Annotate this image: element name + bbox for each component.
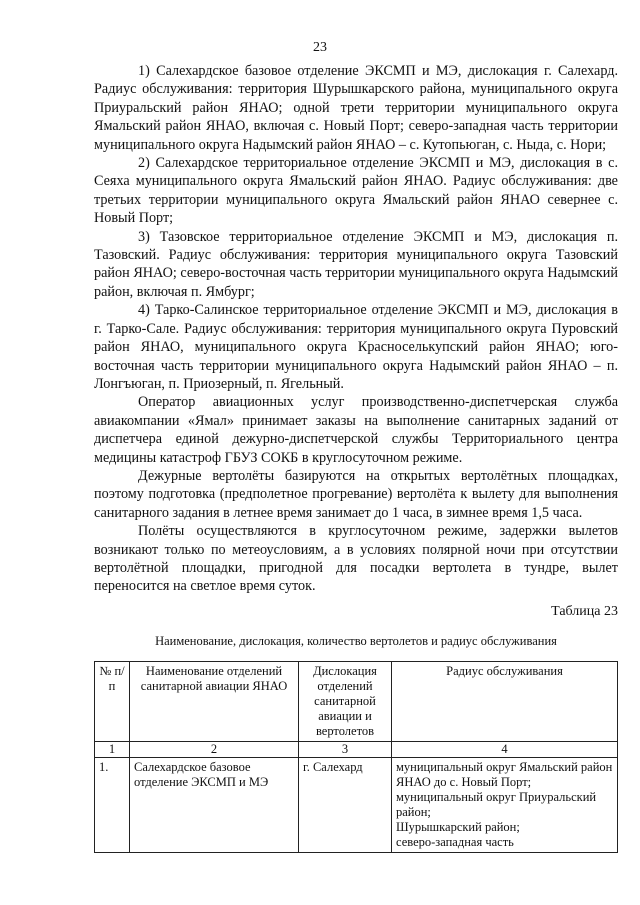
table-label: Таблица 23	[551, 604, 618, 619]
row-number: 1.	[95, 758, 130, 853]
radius-line: муниципальный округ Ямальский район ЯНАО до с. Новый Порт;	[396, 760, 613, 789]
department-location: г. Салехард	[299, 758, 392, 853]
column-number: 3	[299, 742, 392, 758]
body-text	[94, 62, 618, 596]
paragraph: Оператор авиационных услуг производственно-диспетчерская служба авиакомпании «Ямал» принимает заказы на выполнение санитарных заданий от диспетчера единой дежурно-диспетчерской службы Территориального центра медицины катастроф ГБУЗ СОКБ в круглосуточном режиме.	[94, 394, 618, 466]
column-number: 1	[95, 742, 130, 758]
paragraph: 2) Салехардское территориальное отделение ЭКСМП и МЭ, дислокация в с. Сеяха муниципального округа Ямальский район ЯНАО. Радиус обслуживания: две третьих территории муниципального округа Ямальский район ЯНАО севернее с. Новый Порт;	[94, 155, 618, 227]
radius-line: Шурышкарский район;	[396, 820, 520, 834]
header-number: № п/п	[95, 662, 130, 742]
radius-line: муниципальный округ Приуральский район;	[396, 790, 597, 819]
header-radius: Радиус обслуживания	[392, 662, 618, 742]
page-number: 23	[313, 40, 327, 55]
table-row	[95, 758, 618, 853]
paragraph: 3) Тазовское территориальное отделение ЭКСМП и МЭ, дислокация п. Тазовский. Радиус обслуживания: территория муниципального округа Тазовский район ЯНАО; северо-восточная часть территории муниципального округа Надымский район, включая п. Ямбург;	[94, 228, 618, 300]
column-number: 2	[130, 742, 299, 758]
radius-line: северо-западная часть	[396, 835, 514, 849]
service-radius	[392, 758, 618, 853]
table-header-row	[95, 662, 618, 742]
paragraph: 1) Салехардское базовое отделение ЭКСМП и МЭ, дислокация г. Салехард. Радиус обслуживания: территория Шурышкарского района, муниципального округа Приуральский район ЯНАО; одной трети территории муниципального округа Ямальский район ЯНАО, включая с. Новый Порт; северо-западная часть территории муниципального округа Надымский район ЯНАО – с. Кутопьюган, с. Ныда, с. Нори;	[94, 63, 618, 153]
paragraph: 4) Тарко-Салинское территориальное отделение ЭКСМП и МЭ, дислокация в г. Тарко-Сале. Радиус обслуживания: территория муниципального округа Пуровский район ЯНАО, муниципального округа Красноселькупский район ЯНАО; юго-восточная часть территории муниципального округа Надымский район ЯНАО – п. Лонгъюган, п. Приозерный, п. Ягельный.	[94, 302, 618, 392]
table-caption: Наименование, дислокация, количество вертолетов и радиус обслуживания	[155, 634, 557, 648]
helicopter-table	[94, 661, 618, 853]
header-location: Дислокация отделений санитарной авиации и вертолетов	[299, 662, 392, 742]
column-number-row	[95, 742, 618, 758]
column-number: 4	[392, 742, 618, 758]
paragraph: Полёты осуществляются в круглосуточном режиме, задержки вылетов возникают только по метеоусловиям, а в условиях полярной ночи при отсутствии вертолётной площадки, пригодной для посадки вертолета в тундре, вылет переносится на светлое время суток.	[94, 523, 618, 595]
header-department: Наименование отделений санитарной авиации ЯНАО	[130, 662, 299, 742]
department-name: Салехардское базовое отделение ЭКСМП и МЭ	[130, 758, 299, 853]
paragraph: Дежурные вертолёты базируются на открытых вертолётных площадках, поэтому подготовка (предполетное прогревание) вертолёта к вылету для выполнения санитарного задания в летнее время занимает до 1 часа, в зимнее время 1,5 часа.	[94, 467, 618, 521]
